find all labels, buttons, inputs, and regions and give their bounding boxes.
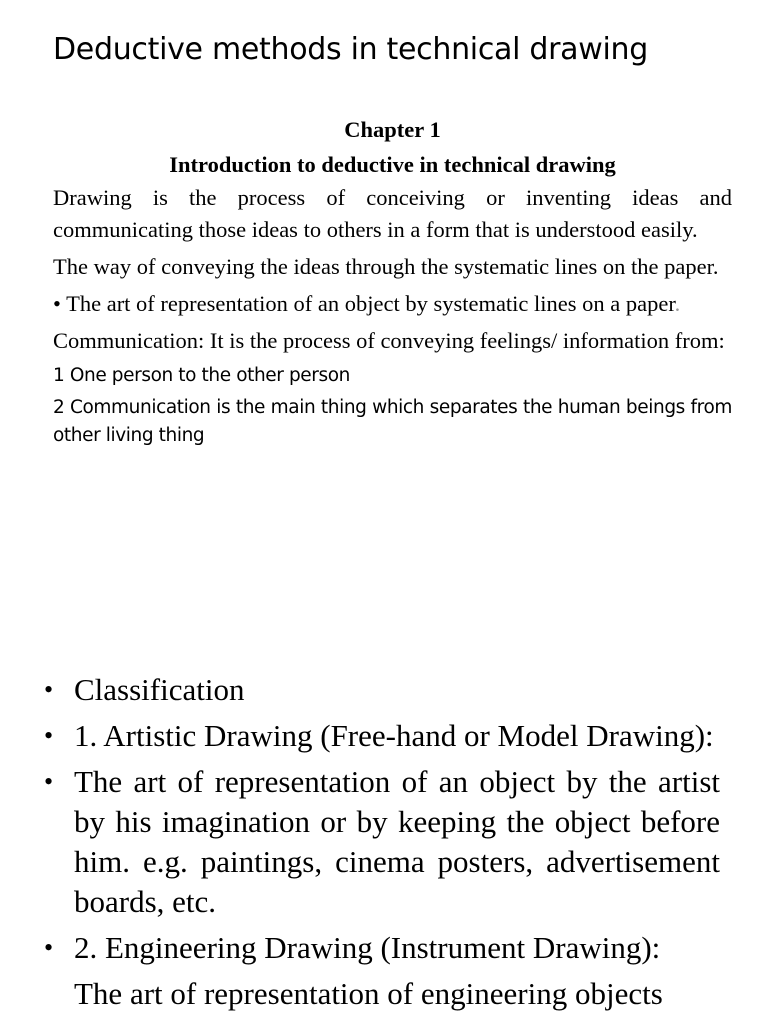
bullet-item bbox=[44, 670, 720, 710]
bullet-marker: • bbox=[44, 767, 54, 796]
bullet-text: Classification bbox=[74, 672, 245, 707]
bullet-text: 2. Engineering Drawing (Instrument Drawing): bbox=[74, 930, 661, 965]
bullet-list bbox=[44, 670, 720, 1020]
bullet-text: 1. Artistic Drawing (Free-hand or Model Drawing): bbox=[74, 718, 714, 753]
chapter-label: Chapter 1 bbox=[344, 117, 441, 142]
bullet-text: The art of representation of engineering objects bbox=[74, 976, 663, 1011]
bullet-text: The art of representation of an object by the artist by his imagination or by keeping the object before him. e.g. paintings, cinema posters, advertisement boards, etc. bbox=[74, 764, 720, 919]
bullet-item bbox=[44, 928, 720, 968]
paragraph-communication: Communication: It is the process of conveying feelings/ information from: bbox=[53, 328, 725, 353]
paragraph-art-of-representation bbox=[53, 288, 732, 320]
paragraph-conveying-ideas: The way of conveying the ideas through the systematic lines on the paper. bbox=[53, 254, 719, 279]
bullet-item bbox=[44, 762, 720, 922]
paragraph-drawing-definition: Drawing is the process of conceiving or inventing ideas and communicating those ideas to others in a form that is understood easily. bbox=[53, 185, 732, 242]
paragraph-art-dot: . bbox=[674, 291, 681, 316]
bullet-item bbox=[44, 716, 720, 756]
list-item-one: 1 One person to the other person bbox=[53, 365, 350, 386]
bullet-marker: • bbox=[44, 675, 54, 704]
bullet-marker: • bbox=[44, 721, 54, 750]
chapter-heading: Introduction to deductive in technical drawing bbox=[169, 152, 616, 177]
list-item-two: 2 Communication is the main thing which separates the human beings from other living thing bbox=[53, 397, 732, 446]
slide-title: Deductive methods in technical drawing bbox=[53, 32, 648, 67]
bullet-item bbox=[44, 974, 720, 1014]
document-image bbox=[53, 112, 732, 576]
paragraph-art-text: • The art of representation of an object by systematic lines on a paper bbox=[53, 291, 675, 316]
bullet-marker: • bbox=[44, 933, 54, 962]
